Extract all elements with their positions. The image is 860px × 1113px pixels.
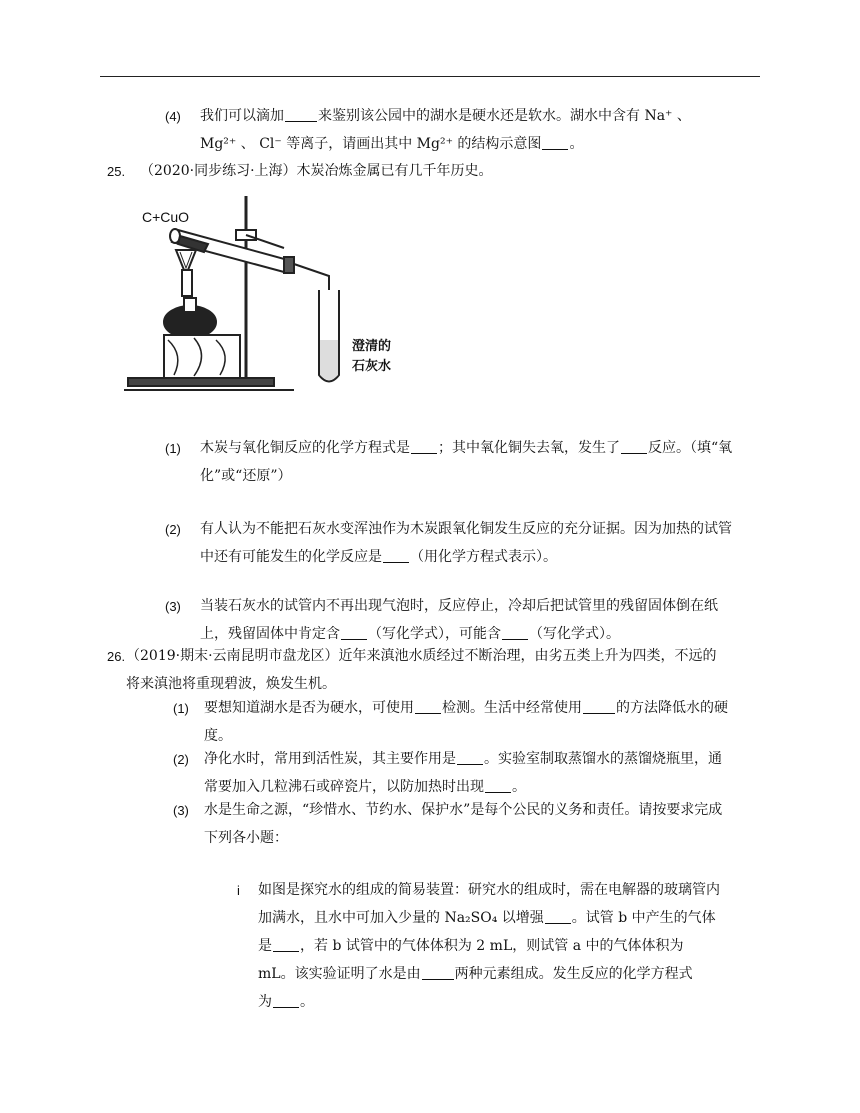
answer-blank[interactable] [285,107,317,122]
figure-label-reactants: C+CuO [142,209,190,225]
figure-label-limewater-1: 澄清的 [352,339,392,354]
q25-p2: 有人认为不能把石灰水变浑浊作为木炭跟氧化铜发生反应的充分证据。因为加热的试管 中还有可能发生的化学反应是 （用化学方程式表示）。 [200,521,732,565]
figure-label-limewater-2: 石灰水 [352,359,392,374]
q25-p2-number: (2) [165,522,181,537]
q26-p3: 水是生命之源，“珍惜水、节约水、保护水”是每个公民的义务和责任。请按要求完成 下列各小题： [204,802,723,846]
q25-p1: 木炭与氧化铜反应的化学方程式是 ；其中氧化铜失去氧，发生了 反应。（填“氧 化”或“还原”） [200,440,733,484]
answer-blank[interactable] [273,993,299,1008]
q26-number: 26. [107,649,126,664]
apparatus-figure [124,190,414,400]
header-rule [100,76,760,77]
answer-blank[interactable] [485,778,511,793]
q26-stem: （2019·期末·云南昆明市盘龙区）近年来滇池水质经过不断治理，由劣五类上升为四类，不远的 将来滇池将重现碧波，焕发生机。 [126,648,717,692]
answer-blank[interactable] [273,937,299,952]
answer-blank[interactable] [341,625,367,640]
answer-blank[interactable] [411,439,437,454]
answer-blank[interactable] [383,548,409,563]
q26-p2-number: (2) [173,752,189,767]
answer-blank[interactable] [415,699,441,714]
answer-blank[interactable] [621,439,647,454]
q26-sub-i-number: i [237,883,240,898]
q26-p2: 净化水时，常用到活性炭，其主要作用是 。实验室制取蒸馏水的蒸馏烧瓶里，通 常要加入几粒沸石或碎瓷片，以防加热时出现 。 [204,751,722,795]
q25-p1-number: (1) [165,441,181,456]
answer-blank[interactable] [542,135,568,150]
answer-blank[interactable] [502,625,528,640]
charcoal-reduction-apparatus-illustration [124,190,414,400]
q25-p3-number: (3) [165,599,181,614]
answer-blank[interactable] [545,909,571,924]
q26-sub-i: 如图是探究水的组成的简易装置：研究水的组成时，需在电解器的玻璃管内 加满水，且水中可加入少量的 Na₂SO₄ 以增强 。试管 b 中产生的气体 是 ，若 b 试管中的气体体积为 2 mL，则试管 a 中的气体体积为 mL。该实验证明了水是由 两种元素组成。发生反应的化学方程式 为 。 [258,882,720,1010]
q25-stem: （2020·同步练习·上海）木炭冶炼金属已有几千年历史。 [140,163,493,179]
answer-blank[interactable] [583,699,615,714]
q24-p4: 我们可以滴加 来鉴别该公园中的湖水是硬水还是软水。湖水中含有 Na⁺ 、 Mg²⁺ 、 Cl⁻ 等离子，请画出其中 Mg²⁺ 的结构示意图 。 [200,108,691,152]
q24-p4-number: (4) [165,109,181,124]
q25-number: 25. [107,164,126,179]
q25-p3: 当装石灰水的试管内不再出现气泡时，反应停止，冷却后把试管里的残留固体倒在纸 上，残留固体中肯定含 （写化学式），可能含 （写化学式）。 [200,598,718,642]
q26-p1-number: (1) [173,701,189,716]
answer-blank[interactable] [422,965,454,980]
answer-blank[interactable] [457,750,483,765]
q26-p3-number: (3) [173,803,189,818]
q26-p1: 要想知道湖水是否为硬水，可使用 检测。生活中经常使用 的方法降低水的硬 度。 [204,700,728,744]
